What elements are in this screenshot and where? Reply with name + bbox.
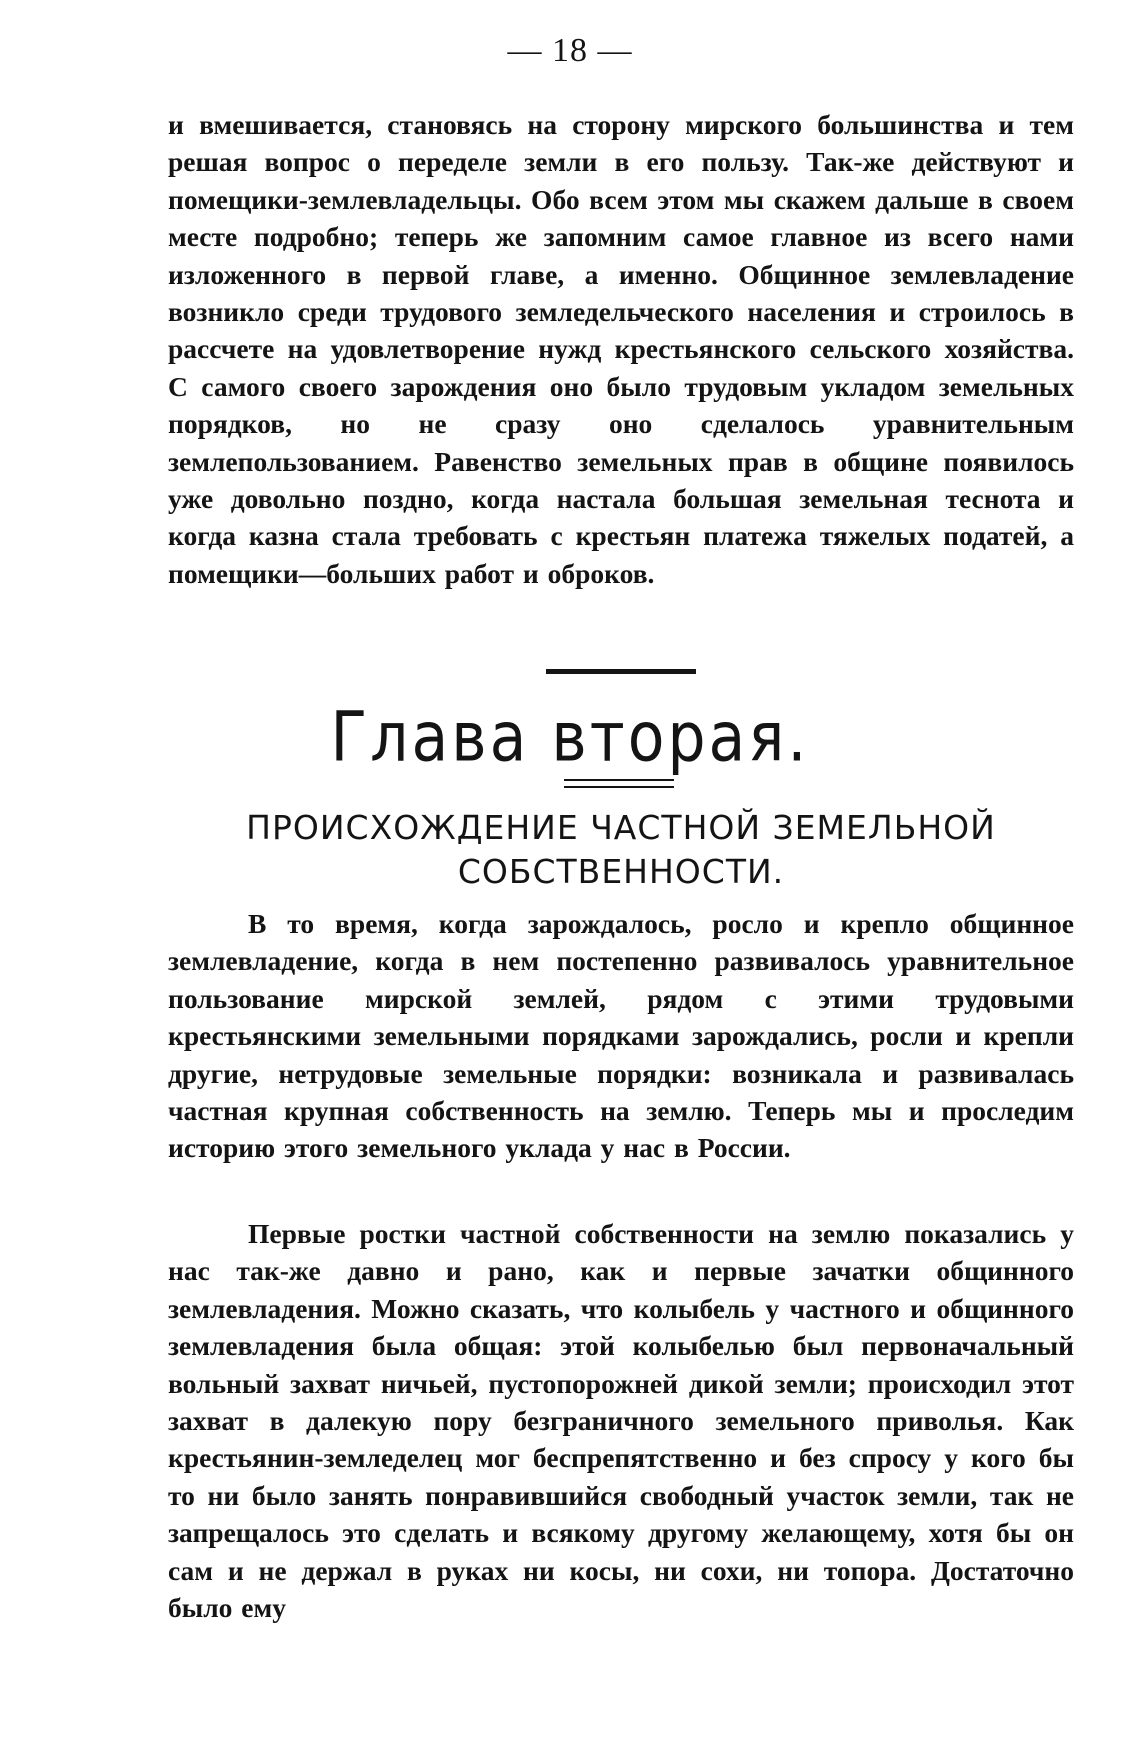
section-divider: [546, 669, 696, 674]
page-number: — 18 —: [507, 32, 633, 69]
chapter-paragraph-1: В то время, когда зарождалось, росло и крепло общинное землевладение, когда в нем постепенно развивалось уравнительное пользование мирской землей, рядом с этими трудовыми крестьянскими земельными порядками зарождались, росли и крепли другие, нетрудовые земельные порядки: возникала и развивалась частная крупная собственность на землю. Теперь мы и проследим историю этого земельного уклада у нас в России.: [168, 908, 1074, 1164]
chapter-paragraph-2: Первые ростки частной собственности на землю показались у нас так-же давно и рано, как и первые зачатки общинного землевладения. Можно сказать, что колыбель у частного и общинного землевладения была общая: этой колыбелью был первоначальный вольный захват ничьей, пустопорожней дикой земли; происходил этот захват в далекую пору безграничного земельного приволья. Как крестьянин-земледелец мог беспрепятственно и без спросу у кого бы то ни было занять понравившийся свободный участок земли, так не запрещалось это сделать и всякому другому желающему, хотя бы он сам и не держал в руках ни косы, ни сохи, ни топора. Достаточно было ему: [168, 1218, 1074, 1624]
title-underline-bottom: [564, 786, 674, 788]
title-underline-top: [564, 779, 674, 781]
chapter-title: Глава вторая.: [330, 697, 810, 778]
section-title: ПРОИСХОЖДЕНИЕ ЧАСТНОЙ ЗЕМЕЛЬНОЙ СОБСТВЕННОСТИ.: [246, 808, 996, 891]
continued-paragraph: и вмешивается, становясь на сторону мирского большинства и тем решая вопрос о переделе земли в его пользу. Так-же действуют и помещики-землевладельцы. Обо всем этом мы скажем дальше в своем месте подробно; теперь же запомним самое главное из всего нами изложенного в первой главе, а именно. Общинное землевладение возникло среди трудового земледельческого населения и строилось в рассчете на удовлетворение нужд крестьянского сельского хозяйства. С самого своего зарождения оно было трудовым укладом земельных порядков, но не сразу оно сделалось уравнительным землепользованием. Равенство земельных прав в общине появилось уже довольно поздно, когда настала большая земельная теснота и когда казна стала требовать с крестьян платежа тяжелых податей, а помещики—больших работ и оброков.: [168, 109, 1074, 589]
